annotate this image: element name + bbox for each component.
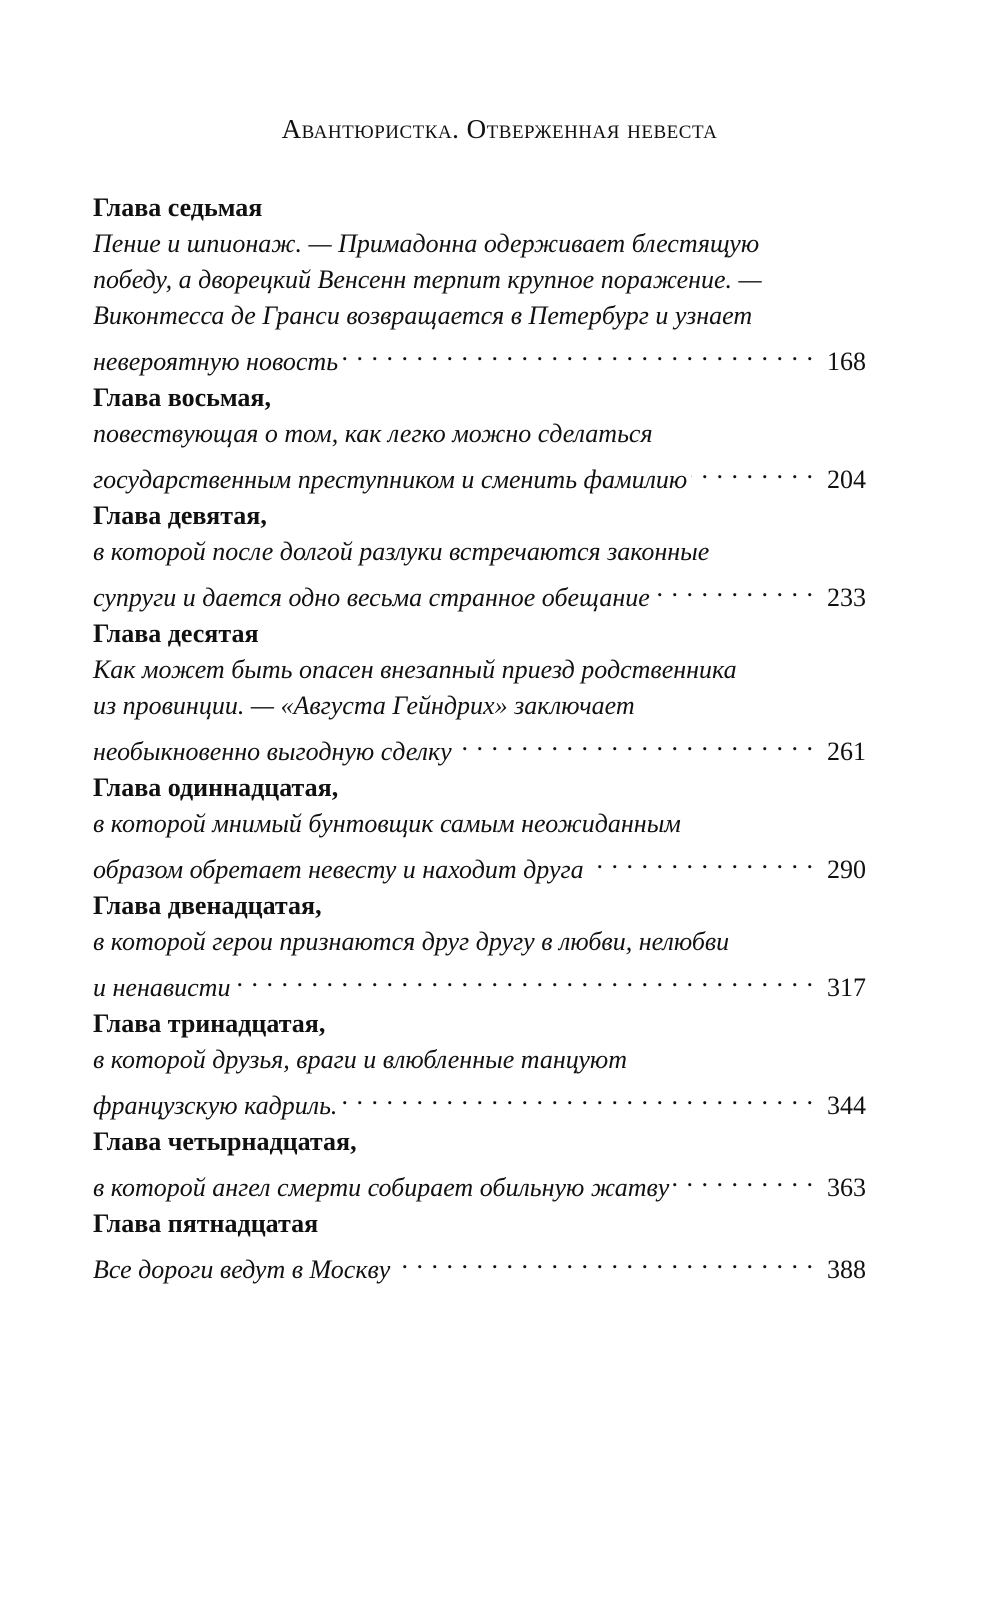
- chapter-description-line: в которой мнимый бунтовщик самым неожиданным: [93, 809, 681, 838]
- chapter-title: Глава четырнадцатая,: [93, 1127, 357, 1156]
- chapter-description-line: в которой герои признаются друг другу в любви, нелюбви: [93, 927, 730, 956]
- page-number: 363: [827, 1173, 866, 1202]
- chapter-description-line: повествующая о том, как легко можно сделаться: [93, 419, 653, 448]
- chapter-description-line: из провинции. — «Августа Гейндрих» заключает: [93, 691, 635, 720]
- dot-leader: [341, 1078, 814, 1114]
- page-number: 261: [827, 737, 866, 766]
- dot-leader: [588, 842, 814, 878]
- chapter-description-last-line: необыкновенно выгодную сделку: [93, 737, 452, 766]
- toc-entry: [93, 616, 866, 766]
- page-number: 290: [827, 855, 866, 884]
- chapter-description-last-line: в которой ангел смерти собирает обильную жатву: [93, 1173, 670, 1202]
- dot-leader: [673, 1160, 814, 1196]
- toc-leader-line: [93, 1078, 866, 1120]
- table-of-contents: [93, 190, 866, 1288]
- dot-leader: [234, 960, 814, 996]
- chapter-description-line: Как может быть опасен внезапный приезд родственника: [93, 655, 737, 684]
- toc-entry: [93, 888, 866, 1002]
- page-number: 344: [827, 1091, 866, 1120]
- page-number: 233: [827, 583, 866, 612]
- page-number: 168: [827, 347, 866, 376]
- dot-leader: [394, 1242, 814, 1278]
- chapter-description-last-line: супруги и дается одно весьма странное обещание: [93, 583, 650, 612]
- chapter-description-last-line: и ненависти: [93, 973, 231, 1002]
- toc-entry: [93, 190, 866, 376]
- chapter-description-last-line: невероятную новость: [93, 347, 339, 376]
- chapter-title: Глава одиннадцатая,: [93, 773, 339, 802]
- chapter-title: Глава двенадцатая,: [93, 891, 322, 920]
- toc-leader-line: [93, 1160, 866, 1202]
- toc-leader-line: [93, 1242, 866, 1284]
- page-number: 388: [827, 1255, 866, 1284]
- chapter-title: Глава пятнадцатая: [93, 1209, 319, 1238]
- toc-leader-line: [93, 842, 866, 884]
- toc-entry: [93, 380, 866, 494]
- chapter-description-line: в которой друзья, враги и влюбленные танцуют: [93, 1045, 628, 1074]
- chapter-title: Глава восьмая,: [93, 383, 271, 412]
- toc-entry: [93, 770, 866, 884]
- chapter-description-last-line: государственным преступником и сменить фамилию: [93, 465, 688, 494]
- chapter-title: Глава тринадцатая,: [93, 1009, 326, 1038]
- toc-entry: [93, 1124, 866, 1202]
- chapter-description-line: Виконтесса де Гранси возвращается в Петербург и узнает: [93, 301, 753, 330]
- toc-leader-line: [93, 334, 866, 376]
- page-number: 204: [827, 465, 866, 494]
- chapter-description-last-line: образом обретает невесту и находит друга: [93, 855, 584, 884]
- toc-leader-line: [93, 570, 866, 612]
- dot-leader: [654, 570, 814, 606]
- toc-leader-line: [93, 960, 866, 1002]
- chapter-description-last-line: Все дороги ведут в Москву: [93, 1255, 391, 1284]
- toc-leader-line: [93, 452, 866, 494]
- page-number: 317: [827, 973, 866, 1002]
- running-title: Авантюристка. Отверженная невеста: [281, 114, 718, 144]
- chapter-title: Глава десятая: [93, 619, 259, 648]
- chapter-title: Глава седьмая: [93, 193, 263, 222]
- dot-leader: [456, 724, 814, 760]
- dot-leader: [691, 452, 814, 488]
- toc-entry: [93, 1006, 866, 1120]
- chapter-description-last-line: французскую кадриль.: [93, 1091, 338, 1120]
- chapter-title: Глава девятая,: [93, 501, 267, 530]
- toc-entry: [93, 1206, 866, 1284]
- toc-entry: [93, 498, 866, 612]
- chapter-description-line: в которой после долгой разлуки встречаются законные: [93, 537, 710, 566]
- chapter-description-line: победу, а дворецкий Венсенн терпит крупное поражение. —: [93, 265, 762, 294]
- dot-leader: [342, 334, 814, 370]
- chapter-description-line: Пение и шпионаж. — Примадонна одерживает блестящую: [93, 229, 760, 258]
- toc-leader-line: [93, 724, 866, 766]
